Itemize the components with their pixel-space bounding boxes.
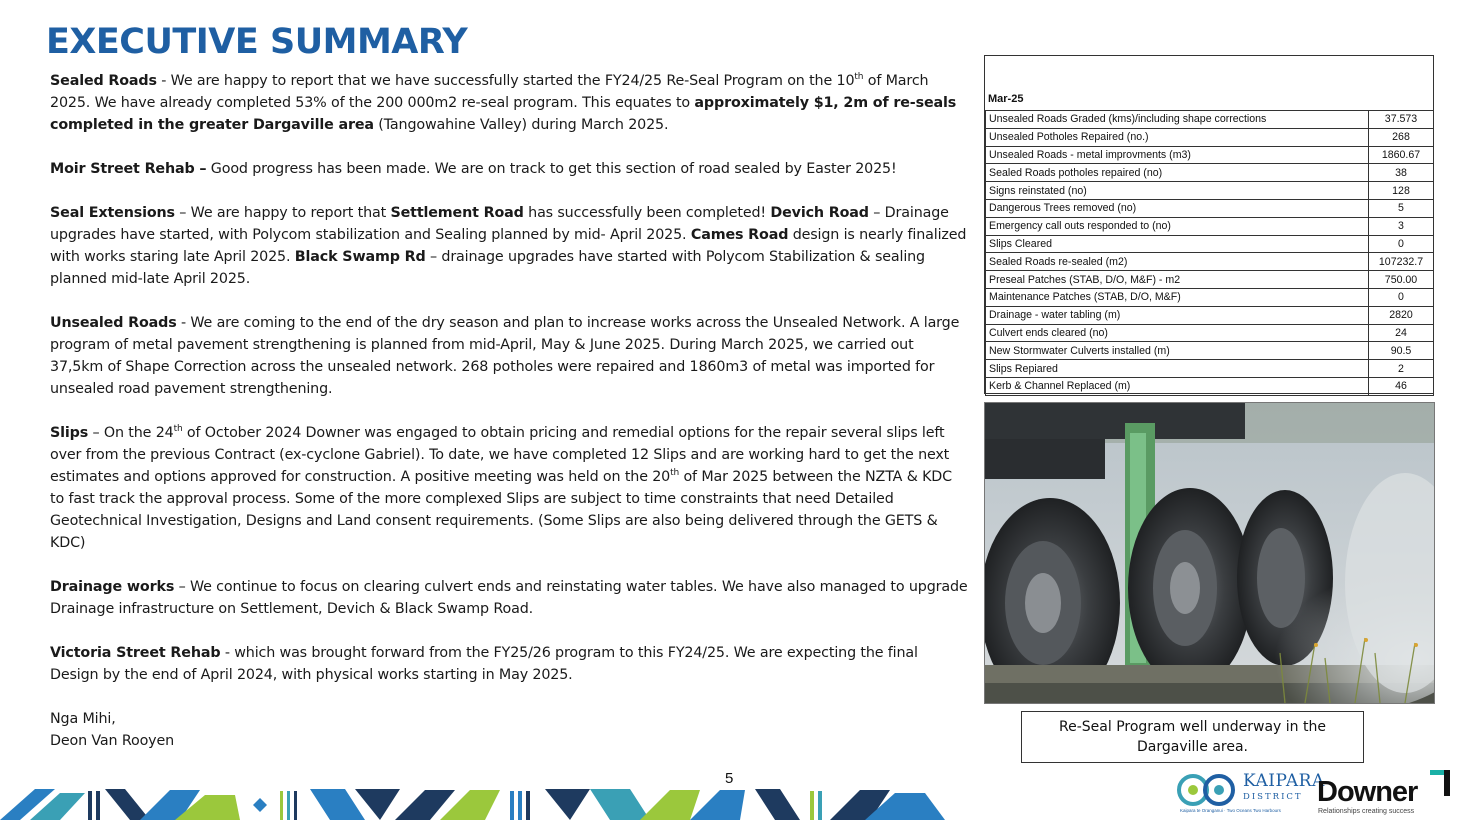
paragraph-drainage: Drainage works – We continue to focus on clearing culvert ends and reinstating water tables. We have also managed to upgrade Drainage infrastructure on Settlement, Devich & Black Swamp Road. <box>50 579 968 617</box>
footer-shape <box>310 789 365 820</box>
footer-shape <box>96 791 100 820</box>
summary-body <box>50 70 968 752</box>
stats-table-box <box>984 55 1434 394</box>
page-number: 5 <box>725 770 734 787</box>
truck-wheels-image <box>985 403 1435 704</box>
paragraph-slips: Slips – On the 24th of October 2024 Downer was engaged to obtain pricing and remedial options for the repair several slips left over from the previous Contract (ex-cyclone Gabriel). To date, we have completed 12 Slips and are working hard to get the next estimates and options approved for construction. A positive meeting was held on the 20th of Mar 2025 between the NZTA & KDC to fast track the approval process. Some of the more complexed Slips are subject to time constraints that need Detailed Geotechnical Investigation, Designs and Land consent requirements. (Some Slips are also being delivered through the GETS & KDC) <box>50 424 953 551</box>
stats-label: Dangerous Trees removed (no) <box>986 199 1369 217</box>
stats-value: 37.573 <box>1369 111 1434 129</box>
stats-row <box>986 182 1434 200</box>
footer-shape <box>280 791 283 820</box>
stats-value: 0 <box>1369 288 1434 306</box>
paragraph-moir-street: Moir Street Rehab – Good progress has been made. We are on track to get this section of road sealed by Easter 2025! <box>50 161 897 177</box>
stats-value: 0 <box>1369 235 1434 253</box>
kaipara-logo-name: KAIPARA <box>1243 771 1325 791</box>
stats-row <box>986 288 1434 306</box>
footer-shape <box>105 789 150 820</box>
stats-value: 128 <box>1369 182 1434 200</box>
stats-row <box>986 253 1434 271</box>
stats-row <box>986 235 1434 253</box>
stats-label: Unsealed Roads Graded (kms)/including shape corrections <box>986 111 1369 129</box>
stats-row <box>986 342 1434 360</box>
stats-label: New Stormwater Culverts installed (m) <box>986 342 1369 360</box>
paragraph-unsealed-roads: Unsealed Roads - We are coming to the end of the dry season and plan to increase works across the Unsealed Network. A large program of metal pavement strengthening is planned from mid-April, May & June 2025. During March 2025, we carried out 37,5km of Shape Correction across the unsealed network. 268 potholes were repaired and 1860m3 of metal was imported for unsealed road pavement strengthening. <box>50 315 960 397</box>
kaipara-logo-sub: DISTRICT <box>1243 792 1303 802</box>
kaipara-dot <box>1214 785 1224 795</box>
kaipara-dot <box>1188 785 1198 795</box>
stats-value: 5 <box>1369 199 1434 217</box>
stats-label: Slips Cleared <box>986 235 1369 253</box>
kaipara-logo-tagline: Kaipara te Oranganui · Two Oceans Two Harbours <box>1180 808 1281 813</box>
stats-value: 46 <box>1369 377 1434 395</box>
footer-shape <box>518 791 522 820</box>
stats-label: Preseal Patches (STAB, D/O, M&F) - m2 <box>986 271 1369 289</box>
downer-logo-mark <box>1430 770 1452 796</box>
footer-shape <box>294 791 297 820</box>
paragraph-seal-extensions: Seal Extensions – We are happy to report that Settlement Road has successfully been completed! Devich Road – Drainage upgrades have started, with Polycom stabilization and Sealing planned by mid- April 2025. Cames Road design is nearly finalized with works staring late April 2025. Black Swamp Rd – drainage upgrades have started with Polycom Stabilization & sealing planned mid-late April 2025. <box>50 205 967 287</box>
paragraph-sealed-roads: Sealed Roads - We are happy to report that we have successfully started the FY24/25 Re-Seal Program on the 10th of March 2025. We have already completed 53% of the 200 000m2 re-seal program. This equates to approximately $1, 2m of re-seals completed in the greater Dargaville area (Tangowahine Valley) during March 2025. <box>50 72 957 133</box>
stats-value: 2 <box>1369 360 1434 378</box>
stats-label: Emergency call outs responded to (no) <box>986 217 1369 235</box>
stats-row <box>986 199 1434 217</box>
footer-shape <box>545 789 590 820</box>
stats-value: 90.5 <box>1369 342 1434 360</box>
stats-row <box>986 360 1434 378</box>
stats-row <box>986 324 1434 342</box>
footer-shape <box>818 791 822 820</box>
stats-value: 107232.7 <box>1369 253 1434 271</box>
author-name: Deon Van Rooyen <box>50 733 175 749</box>
downer-logo-tagline: Relationships creating success <box>1318 808 1415 815</box>
stats-row <box>986 111 1434 129</box>
footer-shape <box>510 791 514 820</box>
stats-label: Signs reinstated (no) <box>986 182 1369 200</box>
stats-label: Sealed Roads re-sealed (m2) <box>986 253 1369 271</box>
stats-label: Unsealed Potholes Repaired (no.) <box>986 128 1369 146</box>
stats-value: 750.00 <box>1369 271 1434 289</box>
stats-row <box>986 217 1434 235</box>
footer-shape <box>253 798 267 812</box>
footer-shape <box>810 791 814 820</box>
footer-shape <box>755 789 800 820</box>
stats-value: 24 <box>1369 324 1434 342</box>
stats-month: Mar-25 <box>988 93 1024 105</box>
stats-row <box>986 164 1434 182</box>
stats-row <box>986 377 1434 395</box>
stats-table <box>985 110 1434 396</box>
footer-shape <box>590 789 650 820</box>
stats-label: Kerb & Channel Replaced (m) <box>986 377 1369 395</box>
downer-mark-bar <box>1430 770 1444 775</box>
footer-shape <box>287 791 290 820</box>
stats-value: 2820 <box>1369 306 1434 324</box>
footer-shape <box>526 791 530 820</box>
stats-label: Maintenance Patches (STAB, D/O, M&F) <box>986 288 1369 306</box>
stats-row <box>986 306 1434 324</box>
stats-label: Sealed Roads potholes repaired (no) <box>986 164 1369 182</box>
footer-pattern <box>0 785 950 822</box>
page-title: EXECUTIVE SUMMARY <box>46 22 468 62</box>
downer-logo-name: Downer <box>1317 776 1418 808</box>
stats-label: Culvert ends cleared (no) <box>986 324 1369 342</box>
stats-row <box>986 271 1434 289</box>
stats-value: 38 <box>1369 164 1434 182</box>
footer-shape <box>640 790 700 820</box>
paragraph-victoria-street: Victoria Street Rehab - which was brought forward from the FY25/26 program to this FY24/25. We are expecting the final Design by the end of April 2024, with physical works starting in May 2025. <box>50 645 918 683</box>
stats-row <box>986 128 1434 146</box>
footer-shape <box>88 791 92 820</box>
stats-value: 268 <box>1369 128 1434 146</box>
photo-caption: Re-Seal Program well underway in the Dargaville area. <box>1021 711 1364 763</box>
downer-mark-bar <box>1444 770 1450 796</box>
stats-value: 3 <box>1369 217 1434 235</box>
stats-value: 1860.67 <box>1369 146 1434 164</box>
truck-photo <box>984 402 1435 704</box>
stats-label: Unsealed Roads - metal improvments (m3) <box>986 146 1369 164</box>
signoff: Nga Mihi, <box>50 711 116 727</box>
stats-row <box>986 146 1434 164</box>
stats-label: Slips Repiared <box>986 360 1369 378</box>
stats-label: Drainage - water tabling (m) <box>986 306 1369 324</box>
